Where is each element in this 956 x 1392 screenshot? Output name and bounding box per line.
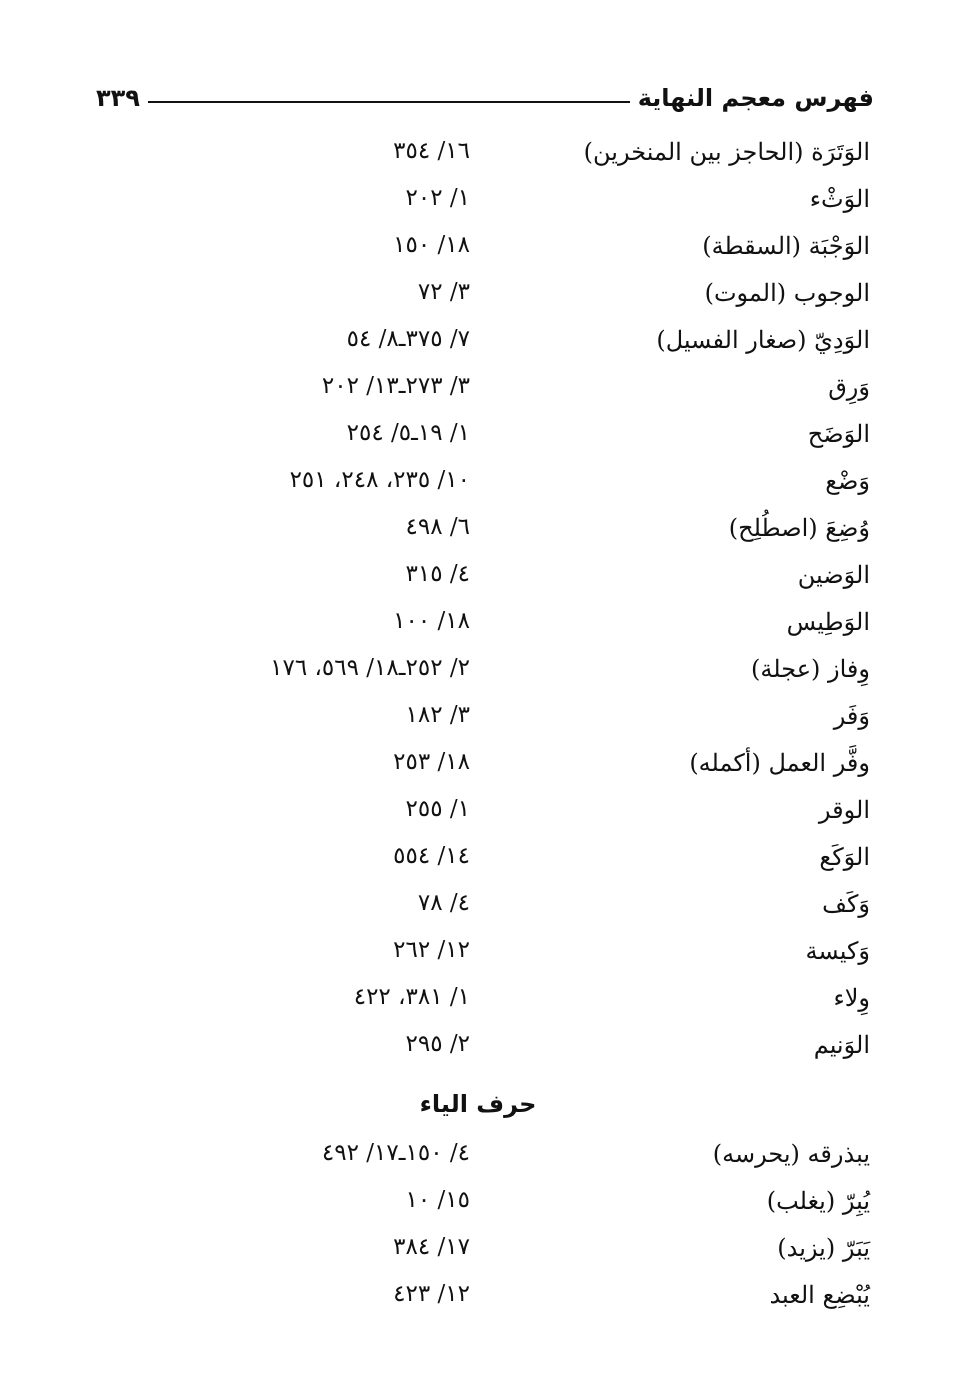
index-entry	[0, 1027, 956, 1074]
index-entry	[0, 463, 956, 510]
entry-reference: ٣/ ٧٢	[417, 279, 470, 305]
entry-term: الوَنيم	[813, 1031, 870, 1059]
entry-reference: ١٤/ ٥٥٤	[393, 843, 470, 869]
index-entry	[0, 181, 956, 228]
index-entry	[0, 886, 956, 933]
index-entry	[0, 369, 956, 416]
entry-reference: ١٨/ ٢٥٣	[393, 749, 470, 775]
index-entries-ya	[0, 1136, 956, 1324]
entry-term: وَرِق	[828, 373, 870, 401]
index-entry	[0, 134, 956, 181]
index-entry	[0, 1277, 956, 1324]
entry-term: وَكيسة	[805, 937, 870, 965]
entry-term: يَبَرّ (يزيد)	[777, 1234, 870, 1262]
entry-reference: ١/ ٣٨١، ٤٢٢	[353, 984, 470, 1010]
running-header	[96, 78, 874, 118]
index-entry	[0, 557, 956, 604]
entry-reference: ١٥/ ١٠	[405, 1187, 470, 1213]
entry-term: الوَثْء	[809, 185, 870, 213]
index-entry	[0, 416, 956, 463]
entry-term: وُضِعَ (اصطُلِح)	[728, 514, 870, 542]
entry-term: يُبْضِع العبد	[769, 1281, 870, 1309]
index-entry	[0, 933, 956, 980]
header-rule	[148, 101, 630, 103]
entry-term: وِلاء	[833, 984, 870, 1012]
header-title: فهرس معجم النهاية	[637, 84, 874, 112]
entry-reference: ١٨/ ١٠٠	[393, 608, 470, 634]
entry-reference: ٤/ ٣١٥	[405, 561, 470, 587]
index-entries-waw	[0, 134, 956, 1074]
entry-reference: ٣/ ٢٧٣ـ١٣/ ٢٠٢	[321, 373, 470, 399]
entry-term: الوقر	[818, 796, 870, 824]
index-entry	[0, 1183, 956, 1230]
entry-term: الوَطِيس	[786, 608, 870, 636]
entry-term: الوجوب (الموت)	[704, 279, 870, 307]
index-entry	[0, 839, 956, 886]
entry-reference: ٢/ ٢٥٢ـ١٨/ ٥٦٩، ١٧٦	[270, 655, 470, 681]
section-heading: حرف الياء	[419, 1090, 537, 1118]
entry-reference: ١/ ٢٠٢	[405, 185, 470, 211]
entry-reference: ٧/ ٣٧٥ـ٨/ ٥٤	[346, 326, 470, 352]
entry-term: الوَضين	[797, 561, 870, 589]
entry-reference: ٢/ ٢٩٥	[405, 1031, 470, 1057]
index-entry	[0, 980, 956, 1027]
entry-reference: ١٢/ ٤٢٣	[393, 1281, 470, 1307]
entry-reference: ١/ ١٩ـ٥/ ٢٥٤	[346, 420, 470, 446]
index-entry	[0, 1230, 956, 1277]
entry-term: الوَتَرَة (الحاجز بين المنخرين)	[583, 138, 870, 166]
entry-reference: ٦/ ٤٩٨	[405, 514, 470, 540]
entry-reference: ١٦/ ٣٥٤	[393, 138, 470, 164]
entry-term: يبذرقه (يحرسه)	[712, 1140, 870, 1168]
entry-reference: ١٠/ ٢٣٥، ٢٤٨، ٢٥١	[289, 467, 470, 493]
entry-term: الوَدِيّ (صغار الفسيل)	[656, 326, 870, 354]
index-entry	[0, 698, 956, 745]
index-entry	[0, 745, 956, 792]
page-number: ٣٣٩	[96, 84, 140, 112]
entry-reference: ٣/ ١٨٢	[405, 702, 470, 728]
index-entry	[0, 651, 956, 698]
index-entry	[0, 228, 956, 275]
entry-term: الوَجْبَة (السقطة)	[702, 232, 870, 260]
index-entry	[0, 322, 956, 369]
index-entry	[0, 1136, 956, 1183]
index-entry	[0, 510, 956, 557]
entry-reference: ١/ ٢٥٥	[405, 796, 470, 822]
entry-term: وِفاز (عجلة)	[751, 655, 870, 683]
entry-term: وَكَف	[822, 890, 870, 918]
entry-term: الوَضَح	[807, 420, 870, 448]
entry-term: وَفَر	[833, 702, 870, 730]
entry-reference: ٤/ ١٥٠ـ١٧/ ٤٩٢	[321, 1140, 470, 1166]
index-entry	[0, 275, 956, 322]
entry-reference: ١٨/ ١٥٠	[393, 232, 470, 258]
entry-reference: ٤/ ٧٨	[417, 890, 470, 916]
entry-term: وَضْع	[825, 467, 870, 495]
index-entry	[0, 792, 956, 839]
entry-term: الوَكَع	[819, 843, 870, 871]
entry-reference: ١٧/ ٣٨٤	[393, 1234, 470, 1260]
entry-reference: ١٢/ ٢٦٢	[393, 937, 470, 963]
entry-term: وفَّر العمل (أكمله)	[689, 749, 870, 777]
entry-term: يُبِرّ (يغلب)	[766, 1187, 870, 1215]
index-entry	[0, 604, 956, 651]
